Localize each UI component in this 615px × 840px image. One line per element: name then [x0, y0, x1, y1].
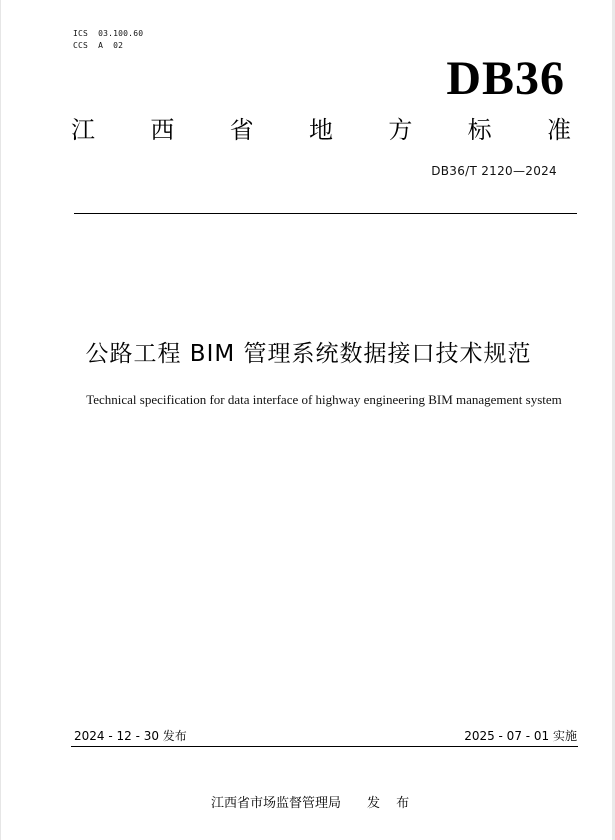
standard-type-char: 标: [467, 116, 492, 144]
issue-label: 发 布: [367, 796, 416, 811]
standard-type-char: 准: [546, 116, 571, 144]
implement-date: 2025 - 07 - 01 实施: [464, 729, 577, 743]
issuer-name: 江西省市场监督管理局: [211, 796, 342, 811]
issuer-line: [211, 795, 415, 813]
ics-code: ICS 03.100.60: [73, 29, 144, 38]
publish-date: 2024 - 12 - 30 发布: [74, 729, 187, 743]
standard-type-char: 西: [150, 116, 175, 144]
classification-codes: [73, 28, 143, 52]
standard-number: DB36/T 2120—2024: [431, 164, 557, 178]
standard-type-char: 地: [308, 116, 333, 144]
title-chinese: 公路工程 BIM 管理系统数据接口技术规范: [85, 341, 532, 367]
standard-type-char: 方: [388, 116, 413, 144]
standard-type-char: 省: [229, 116, 254, 144]
standard-type-char: 江: [71, 116, 95, 144]
top-divider: [74, 213, 577, 214]
bottom-divider: [71, 746, 578, 747]
standard-type-heading: [71, 115, 571, 145]
title-english: Technical specification for data interface of highway engineering BIM management system: [86, 392, 562, 407]
ccs-code: CCS A 02: [73, 41, 124, 50]
db-logo: DB36: [446, 52, 565, 105]
dates-row: [74, 727, 577, 745]
